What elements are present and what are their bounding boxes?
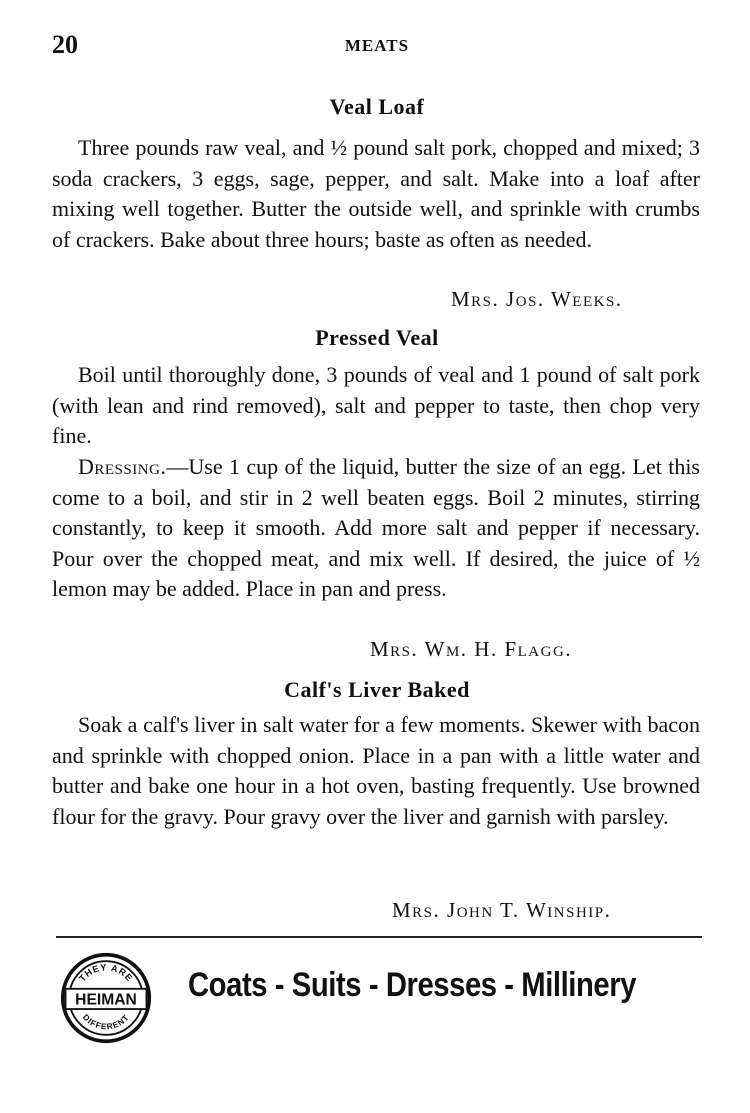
seal-brand: HEIMAN — [75, 991, 137, 1009]
recipe-body-calfs-liver: Soak a calf's liver in salt water for a few moments. Skewer with bacon and sprinkle with chopped onion. Place in a pan with a little water and butter and bake one hour in a hot oven, basting frequently. Use browned flour for the gravy. Pour gravy over the liver and garnish with parsley. — [52, 712, 700, 829]
seal-bottom-text: DIFFERENT — [80, 1012, 132, 1032]
recipe-title-pressed-veal: Pressed Veal — [315, 325, 439, 350]
signature-wm-flagg: Mrs. Wm. H. Flagg. — [370, 637, 573, 661]
seal-top-text: THEY ARE — [77, 962, 135, 984]
section-title: MEATS — [344, 36, 410, 55]
recipe-body-pressed-veal: Boil until thoroughly done, 3 pounds of veal and 1 pound of salt pork (with lean and rind removed), salt and pepper to taste, then chop very fine. — [52, 362, 700, 448]
recipe-body-veal-loaf: Three pounds raw veal, and ½ pound salt pork, chopped and mixed; 3 soda crackers, 3 eggs, sage, pepper, and salt. Make into a loaf after mixing well together. Butter the outside well, and sprinkle with crumbs of crackers. Bake about three hours; baste as often as needed. — [52, 135, 700, 252]
ad-tagline: Coats - Suits - Dresses - Millinery — [188, 966, 637, 1004]
signature-john-winship: Mrs. John T. Winship. — [392, 898, 612, 922]
recipe-title-veal-loaf: Veal Loaf — [329, 94, 425, 119]
page-number: 20 — [52, 30, 78, 59]
heiman-advertisement — [56, 946, 702, 1046]
running-head — [52, 30, 702, 60]
dressing-label: Dressing. — [78, 454, 167, 479]
recipe-dressing-paragraph — [52, 452, 700, 605]
footer-divider — [56, 936, 702, 938]
recipe-title-calfs-liver-baked: Calf's Liver Baked — [284, 677, 470, 702]
signature-jos-weeks: Mrs. Jos. Weeks. — [451, 287, 623, 311]
dressing-text: —Use 1 cup of the liquid, butter the size of an egg. Let this come to a boil, and stir in 2 well beaten eggs. Boil 2 minutes, stirring constantly, to keep it smooth. Add more salt and pepper if necessary. Pour over the chopped meat, and mix well. If desired, the juice of ½ lemon may be added. Place in pan and press. — [52, 454, 700, 601]
heiman-seal-icon — [60, 952, 152, 1044]
